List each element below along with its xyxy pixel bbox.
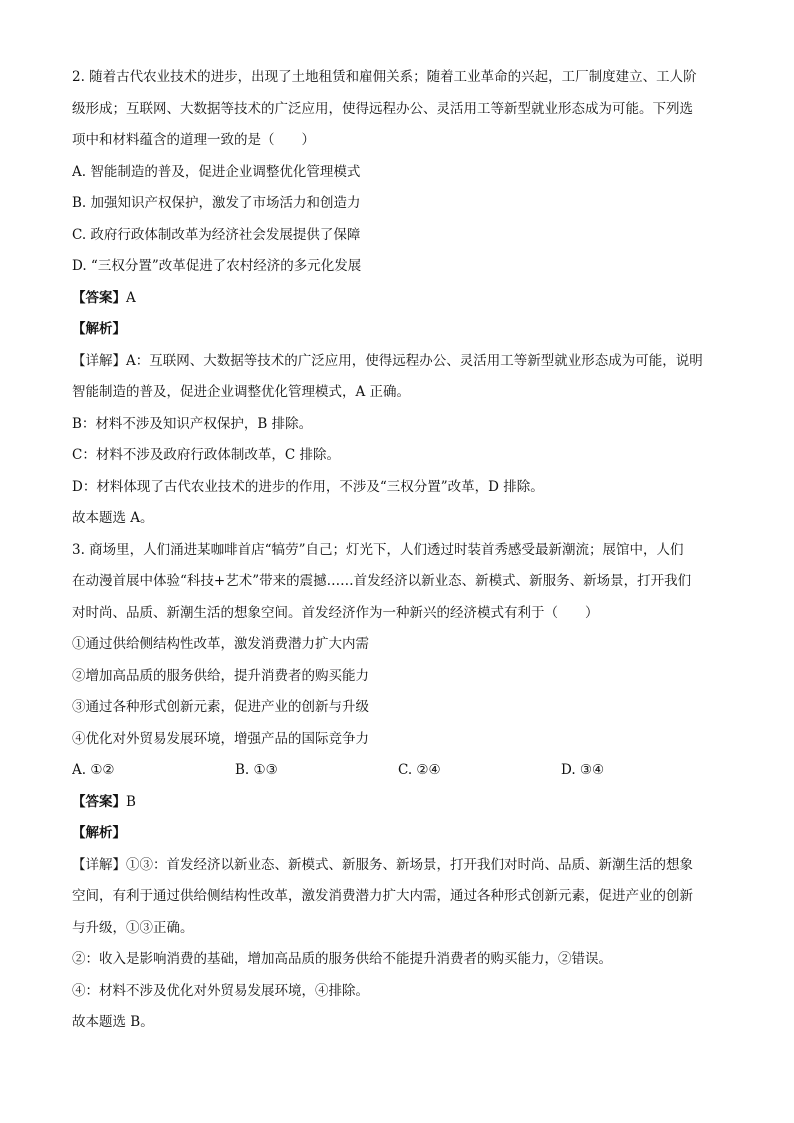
question-stem-line: 在动漫首展中体验“科技+艺术”带来的震撼……首发经济以新业态、新模式、新服务、新场景，打开我们: [72, 573, 692, 589]
detail-line: 与升级，①③正确。: [72, 919, 194, 936]
question-stem-line: 项中和材料蕴含的道理一致的是（ ）: [72, 132, 315, 148]
answer-label: 【答案】: [72, 289, 126, 306]
option-c: C. 政府行政体制改革为经济社会发展提供了保障: [72, 226, 361, 243]
option-d: D. ③④: [561, 762, 605, 778]
detail-line: 【详解】①③：首发经济以新业态、新模式、新服务、新场景，打开我们对时尚、品质、新潮生活的想象: [72, 856, 693, 873]
question-stem-line: 对时尚、品质、新潮生活的想象空间。首发经济作为一种新兴的经济模式有利于（ ）: [72, 604, 599, 621]
answer-label: 【答案】: [72, 793, 126, 810]
analysis-label: 【解析】: [72, 321, 126, 337]
question-3: [72, 535, 724, 1039]
question-stem-line: 2. 随着古代农业技术的进步，出现了土地租赁和雇佣关系；随着工业革命的兴起，工厂制度建立、工人阶: [72, 69, 697, 85]
document-content: [72, 62, 724, 1039]
analysis-label: 【解析】: [72, 825, 126, 841]
answer-line: [72, 787, 724, 819]
question-stem-line: 级形成；互联网、大数据等技术的广泛应用，使得远程办公、灵活用工等新型就业形态成为可能。下列选: [72, 100, 693, 117]
detail-line: 故本题选 B。: [72, 1014, 154, 1030]
option-a: A. ①②: [72, 762, 115, 778]
detail-line: 空间，有利于通过供给侧结构性改革，激发消费潜力扩大内需，通过各种形式创新元素，促进产业的创新: [72, 888, 693, 904]
question-stem-line: 3. 商场里，人们涌进某咖啡首店“犒劳”自己；灯光下，人们透过时装首秀感受最新潮流；展馆中，人们: [72, 541, 684, 558]
question-2: [72, 62, 724, 535]
detail-line: C：材料不涉及政府行政体制改革，C 排除。: [72, 447, 340, 463]
detail-line: 故本题选 A。: [72, 510, 154, 526]
statement-item: ①通过供给侧结构性改革，激发消费潜力扩大内需: [72, 636, 369, 652]
option-b: B. 加强知识产权保护，激发了市场活力和创造力: [72, 195, 361, 211]
detail-line: D：材料体现了古代农业技术的进步的作用，不涉及“三权分置”改革，D 排除。: [72, 478, 544, 495]
answer-value: B: [126, 793, 136, 810]
detail-line: 智能制造的普及，促进企业调整优化管理模式，A 正确。: [72, 384, 411, 400]
statement-item: ③通过各种形式创新元素，促进产业的创新与升级: [72, 699, 369, 715]
answer-line: [72, 283, 724, 315]
option-a: A. 智能制造的普及，促进企业调整优化管理模式: [72, 163, 361, 180]
option-c: C. ②④: [398, 762, 441, 778]
options-row: [72, 755, 724, 787]
detail-line: B：材料不涉及知识产权保护，B 排除。: [72, 415, 313, 432]
statement-item: ④优化对外贸易发展环境，增强产品的国际竞争力: [72, 730, 369, 747]
option-b: B. ①③: [235, 762, 278, 778]
statement-item: ②增加高品质的服务供给，提升消费者的购买能力: [72, 667, 369, 684]
detail-line: ④：材料不涉及优化对外贸易发展环境，④排除。: [72, 982, 369, 999]
answer-value: A: [126, 289, 136, 306]
option-d: D. “三权分置”改革促进了农村经济的多元化发展: [72, 258, 362, 274]
detail-line: 【详解】A：互联网、大数据等技术的广泛应用，使得远程办公、灵活用工等新型就业形态成为可能，说明: [72, 352, 703, 369]
detail-line: ②：收入是影响消费的基础，增加高品质的服务供给不能提升消费者的购买能力，②错误。: [72, 951, 612, 967]
